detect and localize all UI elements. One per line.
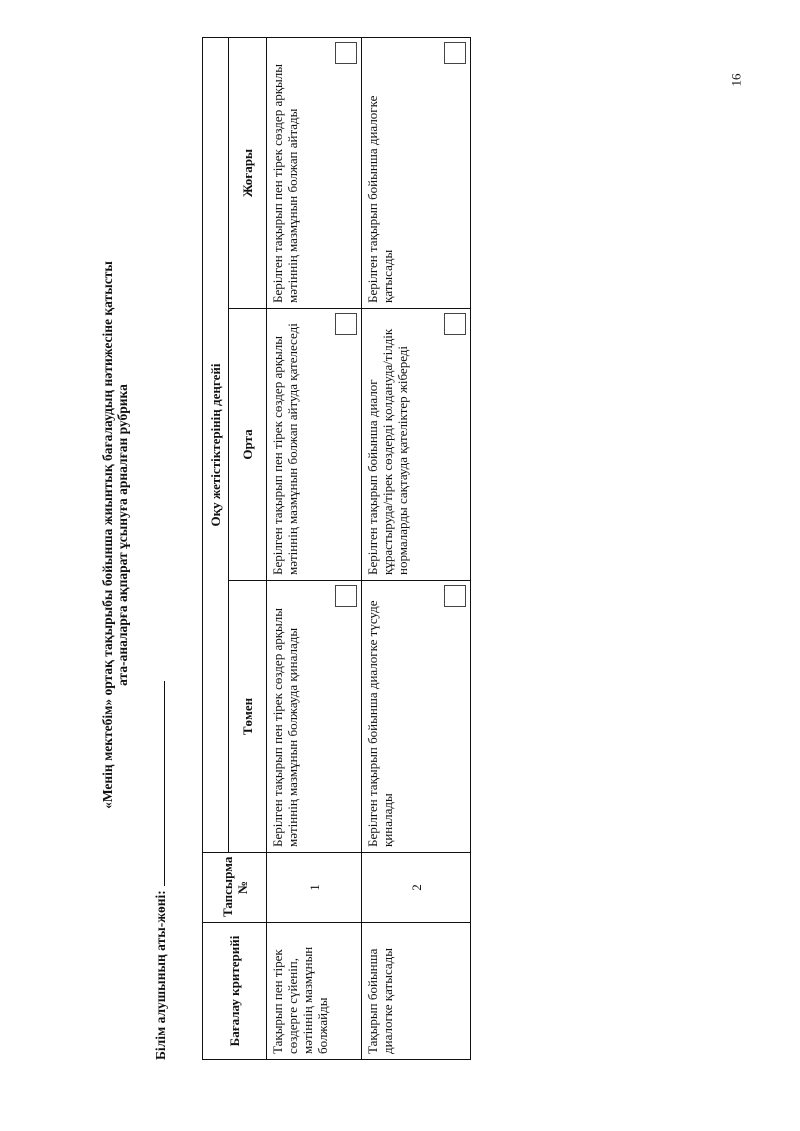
header-low: Төмен (229, 581, 267, 853)
student-name-label: Білім алушының аты-жөні: (153, 890, 168, 1060)
header-criteria: Бағалау критерийі (203, 923, 267, 1060)
mid-level-checkbox[interactable] (335, 313, 357, 335)
mid-level-text: Берілген тақырып пен тірек сөздер арқылы мәтіннің мазмұнын болжап айтуда қателеседі (270, 323, 300, 575)
task-number-cell: 2 (362, 853, 471, 923)
low-level-text: Берілген тақырып бойынша диалогке түсуде қиналады (365, 600, 395, 847)
table-row (362, 37, 471, 1059)
criterion-cell: Тақырып бойынша диалогке қатысады (362, 923, 471, 1060)
high-level-cell (362, 37, 471, 308)
mid-level-cell (362, 309, 471, 581)
title-line-1: «Менің мектебім» ортақ тақырыбы бойынша жиынтық бағалаудың нәтижесіне қатысты (100, 261, 115, 809)
header-task: Тапсырма № (203, 853, 267, 923)
low-level-text: Берілген тақырып пен тірек сөздер арқылы мәтіннің мазмұнын болжауда қиналады (270, 608, 300, 847)
header-mid: Орта (229, 309, 267, 581)
high-level-checkbox[interactable] (444, 42, 466, 64)
rubric-table (202, 37, 471, 1060)
low-level-cell (267, 581, 362, 853)
student-name-row (152, 50, 169, 1060)
high-level-checkbox[interactable] (335, 42, 357, 64)
table-row (267, 37, 362, 1059)
mid-level-text: Берілген тақырып бойынша диалог құрастыруда/тірек сөздерді қолдануда/тілдік нормаларды сақтауда қателіктер жібереді (365, 328, 410, 575)
task-number-cell: 1 (267, 853, 362, 923)
student-name-field[interactable] (152, 681, 165, 886)
header-high: Жоғары (229, 37, 267, 308)
high-level-text: Берілген тақырып бойынша диалогке қатысады (365, 95, 395, 303)
mid-level-cell (267, 309, 362, 581)
criterion-cell: Тақырып пен тірек сөздерге сүйеніп, мәтіннің мазмұнын болжайды (267, 923, 362, 1060)
high-level-text: Берілген тақырып пен тірек сөздер арқылы мәтіннің мазмұнын болжап айтады (270, 64, 300, 303)
low-level-checkbox[interactable] (335, 585, 357, 607)
title-line-2: ата-аналарға ақпарат ұсынуға арналған рубрика (115, 384, 130, 686)
low-level-checkbox[interactable] (444, 585, 466, 607)
rotated-page-content (100, 50, 510, 1080)
high-level-cell (267, 37, 362, 308)
mid-level-checkbox[interactable] (444, 313, 466, 335)
low-level-cell (362, 581, 471, 853)
document-title (100, 50, 130, 1020)
page-number: 16 (728, 73, 744, 87)
header-levels: Оқу жетістіктерінің деңгейі (203, 37, 229, 852)
